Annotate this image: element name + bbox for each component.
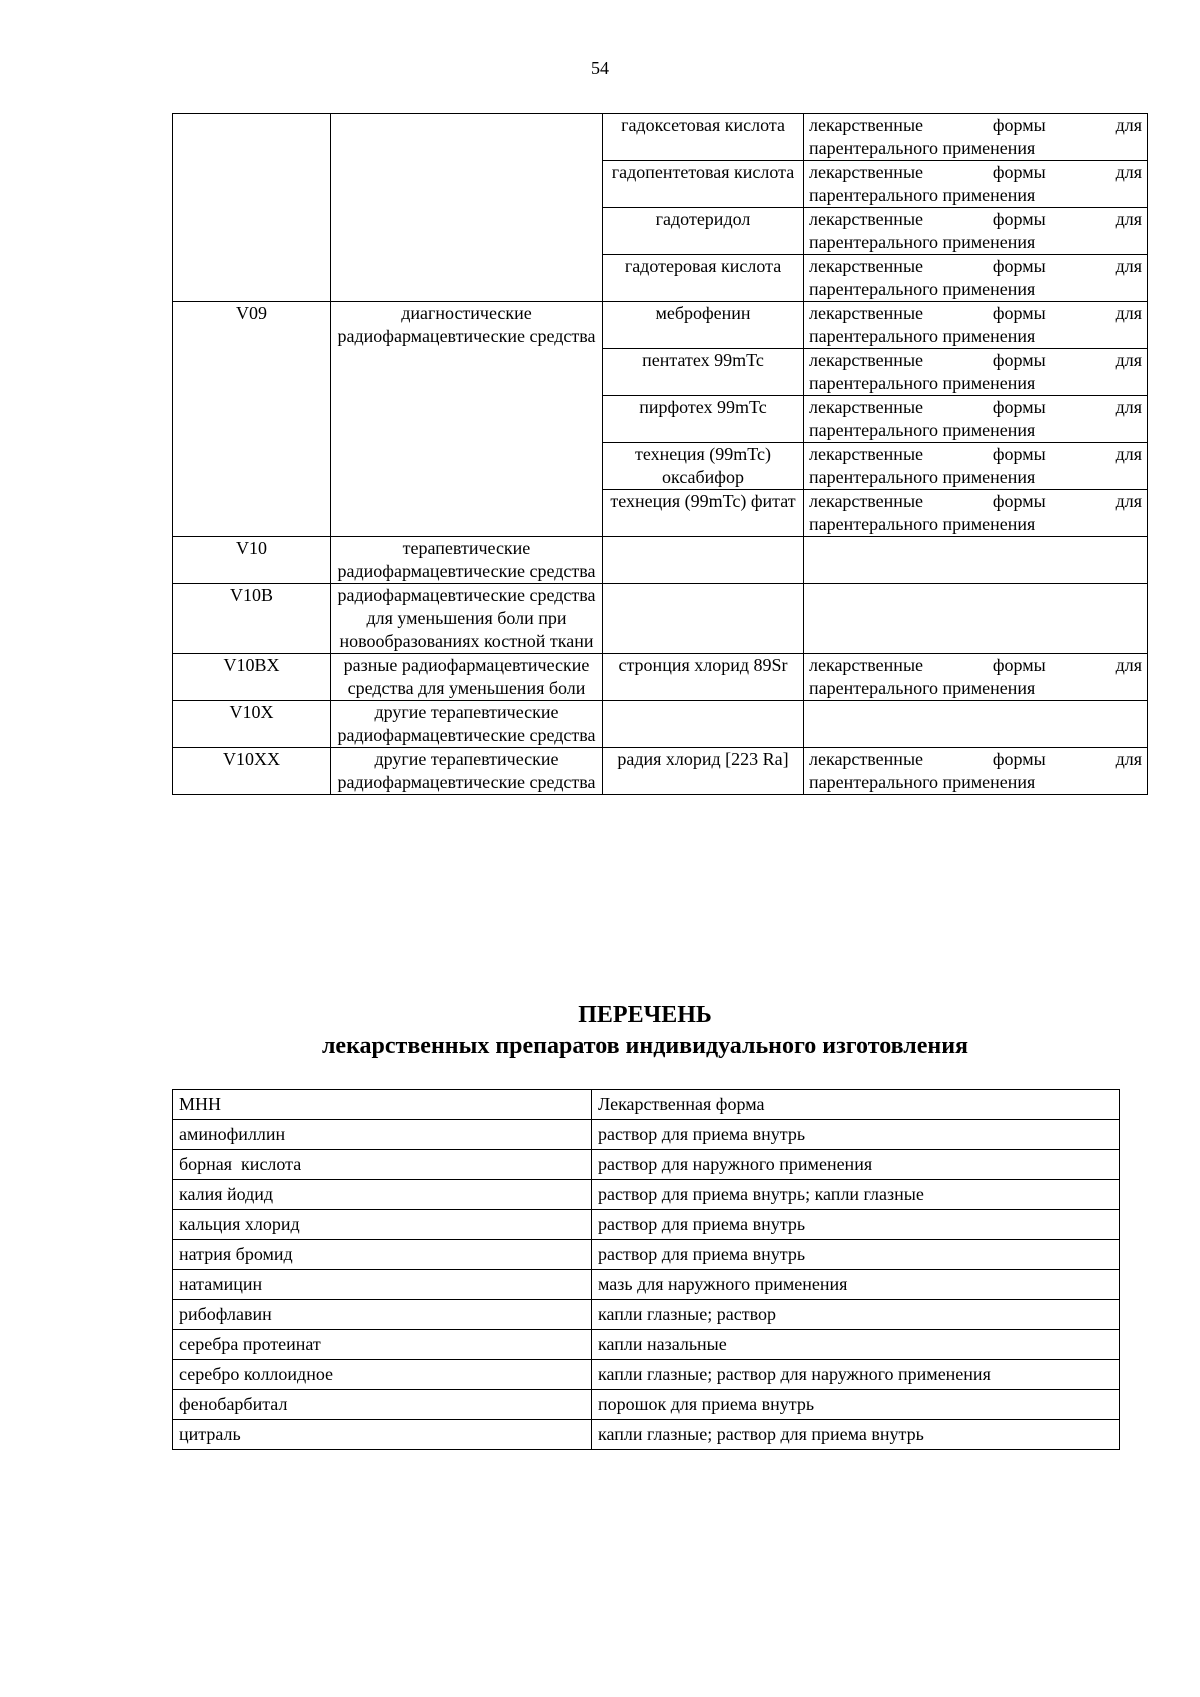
- mnn-cell: [603, 701, 804, 748]
- atc-group-cell: диагностические радиофармацевтические средства: [331, 302, 603, 537]
- dosage-form-cell: лекарственные формы для парентерального применения: [804, 208, 1148, 255]
- dosage-form-cell: [804, 537, 1148, 584]
- atc-code-cell: [173, 114, 331, 302]
- column-header: МНН: [173, 1090, 592, 1120]
- mnn-cell: серебра протеинат: [173, 1330, 592, 1360]
- table-row: [173, 1150, 1120, 1180]
- individual-preparations-table: [172, 1089, 1120, 1450]
- dosage-form-cell: мазь для наружного применения: [592, 1270, 1120, 1300]
- mnn-cell: радия хлорид [223 Ra]: [603, 748, 804, 795]
- mnn-cell: рибофлавин: [173, 1300, 592, 1330]
- atc-code-cell: V10BX: [173, 654, 331, 701]
- dosage-form-cell: капли глазные; раствор: [592, 1300, 1120, 1330]
- dosage-form-cell: лекарственные формы для парентерального применения: [804, 490, 1148, 537]
- mnn-cell: гадоксетовая кислота: [603, 114, 804, 161]
- atc-code-cell: V09: [173, 302, 331, 537]
- mnn-cell: меброфенин: [603, 302, 804, 349]
- atc-group-cell: [331, 114, 603, 302]
- heading-subtitle: лекарственных препаратов индивидуального изготовления: [321, 1033, 969, 1059]
- atc-group-cell: другие терапевтические радиофармацевтические средства: [331, 701, 603, 748]
- dosage-form-cell: [804, 701, 1148, 748]
- table-row: [173, 1270, 1120, 1300]
- list-heading: [0, 1000, 1200, 1062]
- dosage-form-cell: лекарственные формы для парентерального применения: [804, 349, 1148, 396]
- table-row: [173, 584, 1148, 654]
- dosage-form-cell: капли глазные; раствор для наружного применения: [592, 1360, 1120, 1390]
- mnn-cell: серебро коллоидное: [173, 1360, 592, 1390]
- table-row: [173, 1360, 1120, 1390]
- dosage-form-cell: раствор для наружного применения: [592, 1150, 1120, 1180]
- dosage-form-cell: раствор для приема внутрь: [592, 1120, 1120, 1150]
- table-row: [173, 654, 1148, 701]
- atc-code-cell: V10X: [173, 701, 331, 748]
- mnn-cell: технеция (99mTc) оксабифор: [603, 443, 804, 490]
- mnn-cell: цитраль: [173, 1420, 592, 1450]
- dosage-form-cell: лекарственные формы для парентерального применения: [804, 396, 1148, 443]
- mnn-cell: кальция хлорид: [173, 1210, 592, 1240]
- mnn-cell: пирфотех 99mTc: [603, 396, 804, 443]
- mnn-cell: фенобарбитал: [173, 1390, 592, 1420]
- dosage-form-cell: лекарственные формы для парентерального применения: [804, 443, 1148, 490]
- table-row: [173, 1240, 1120, 1270]
- atc-classification-table: [172, 113, 1148, 795]
- mnn-cell: гадопентетовая кислота: [603, 161, 804, 208]
- dosage-form-cell: лекарственные формы для парентерального применения: [804, 255, 1148, 302]
- table-row: [173, 114, 1148, 161]
- mnn-cell: гадотеровая кислота: [603, 255, 804, 302]
- table-row: [173, 302, 1148, 349]
- table-row: [173, 1420, 1120, 1450]
- table-row: [173, 1300, 1120, 1330]
- table-row: [173, 1210, 1120, 1240]
- dosage-form-cell: лекарственные формы для парентерального применения: [804, 748, 1148, 795]
- dosage-form-cell: капли глазные; раствор для приема внутрь: [592, 1420, 1120, 1450]
- dosage-form-cell: раствор для приема внутрь; капли глазные: [592, 1180, 1120, 1210]
- table-row: [173, 1180, 1120, 1210]
- table-row: [173, 1390, 1120, 1420]
- mnn-cell: стронция хлорид 89Sr: [603, 654, 804, 701]
- atc-group-cell: радиофармацевтические средства для уменьшения боли при новообразованиях костной ткани: [331, 584, 603, 654]
- atc-group-cell: терапевтические радиофармацевтические средства: [331, 537, 603, 584]
- dosage-form-cell: капли назальные: [592, 1330, 1120, 1360]
- dosage-form-cell: раствор для приема внутрь: [592, 1240, 1120, 1270]
- mnn-cell: аминофиллин: [173, 1120, 592, 1150]
- dosage-form-cell: лекарственные формы для парентерального применения: [804, 302, 1148, 349]
- table-row: [173, 701, 1148, 748]
- atc-group-cell: разные радиофармацевтические средства для уменьшения боли: [331, 654, 603, 701]
- mnn-cell: борная кислота: [173, 1150, 592, 1180]
- dosage-form-cell: раствор для приема внутрь: [592, 1210, 1120, 1240]
- atc-code-cell: V10: [173, 537, 331, 584]
- mnn-cell: натрия бромид: [173, 1240, 592, 1270]
- table-row: [173, 1330, 1120, 1360]
- dosage-form-cell: лекарственные формы для парентерального применения: [804, 114, 1148, 161]
- table-row: [173, 1120, 1120, 1150]
- dosage-form-cell: [804, 584, 1148, 654]
- mnn-cell: натамицин: [173, 1270, 592, 1300]
- atc-code-cell: V10B: [173, 584, 331, 654]
- column-header: Лекарственная форма: [592, 1090, 1120, 1120]
- page-number: 54: [591, 58, 609, 78]
- atc-code-cell: V10XX: [173, 748, 331, 795]
- mnn-cell: технеция (99mTc) фитат: [603, 490, 804, 537]
- table-row: [173, 748, 1148, 795]
- dosage-form-cell: лекарственные формы для парентерального применения: [804, 654, 1148, 701]
- mnn-cell: [603, 537, 804, 584]
- mnn-cell: калия йодид: [173, 1180, 592, 1210]
- dosage-form-cell: порошок для приема внутрь: [592, 1390, 1120, 1420]
- mnn-cell: [603, 584, 804, 654]
- heading-title: ПЕРЕЧЕНЬ: [578, 1002, 712, 1028]
- mnn-cell: пентатех 99mTc: [603, 349, 804, 396]
- atc-group-cell: другие терапевтические радиофармацевтические средства: [331, 748, 603, 795]
- table-header-row: [173, 1090, 1120, 1120]
- table-row: [173, 537, 1148, 584]
- dosage-form-cell: лекарственные формы для парентерального применения: [804, 161, 1148, 208]
- mnn-cell: гадотеридол: [603, 208, 804, 255]
